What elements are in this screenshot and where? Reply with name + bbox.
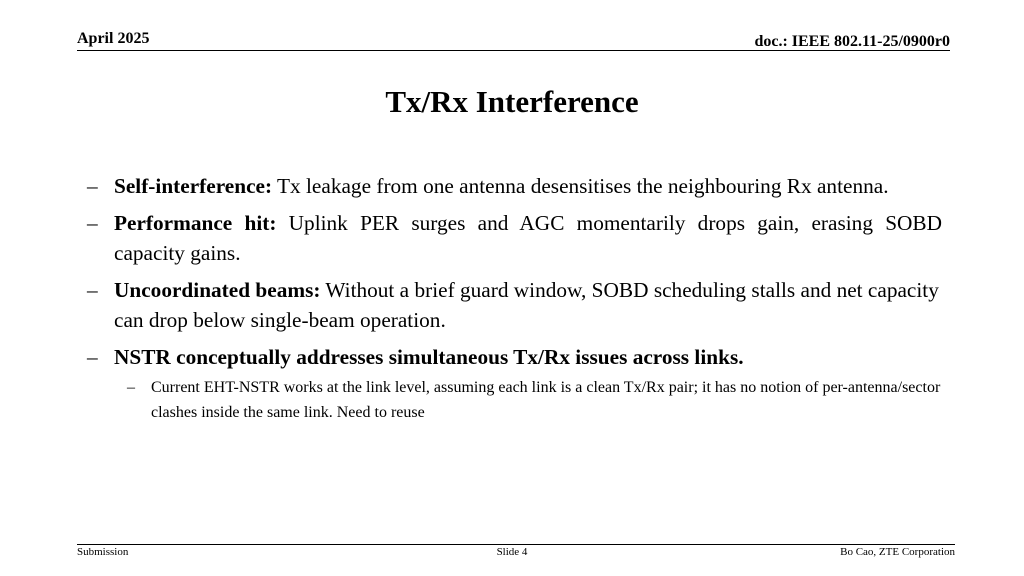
header-date: April 2025 bbox=[77, 30, 150, 47]
bullet-heading: Uncoordinated beams: bbox=[114, 278, 321, 302]
slide-title: Tx/Rx Interference bbox=[385, 84, 639, 119]
bullet-text: Without a brief guard window, SOBD scheduling stalls and net capacity can drop below single-beam operation. bbox=[114, 278, 939, 332]
bullet-dash: – bbox=[87, 174, 98, 198]
footer-author: Bo Cao, ZTE Corporation bbox=[840, 546, 955, 558]
footer-submission: Submission bbox=[77, 546, 129, 558]
bullet-heading: Self-interference: bbox=[114, 174, 273, 198]
sub-bullet-dash: – bbox=[127, 379, 135, 396]
bullet-dash: – bbox=[87, 211, 98, 235]
bullet-heading: NSTR conceptually addresses simultaneous Tx/Rx issues across links. bbox=[114, 345, 744, 369]
bullet-text: Uplink PER surges and AGC momentarily drops gain, erasing SOBD capacity gains. bbox=[114, 211, 943, 265]
slide-body bbox=[87, 171, 942, 425]
bullet-performance-hit bbox=[87, 208, 942, 268]
bullet-uncoordinated-beams bbox=[87, 275, 942, 335]
footer-divider bbox=[77, 544, 955, 545]
bullet-dash: – bbox=[87, 278, 98, 302]
bullet-dash: – bbox=[87, 345, 98, 369]
footer-slide-number: Slide 4 bbox=[496, 546, 528, 558]
bullet-self-interference bbox=[87, 171, 942, 201]
sub-bullet-text: Current EHT-NSTR works at the link level, assuming each link is a clean Tx/Rx pair; it has no notion of per-antenna/sector clashes inside the same link. Need to reuse bbox=[151, 379, 941, 421]
bullet-nstr bbox=[87, 342, 942, 372]
bullet-text: Tx leakage from one antenna desensitises the neighbouring Rx antenna. bbox=[272, 174, 889, 198]
sub-bullet-eht-nstr bbox=[87, 375, 942, 425]
header-divider bbox=[77, 50, 950, 51]
header-doc-id: doc.: IEEE 802.11-25/0900r0 bbox=[754, 33, 950, 50]
bullet-heading: Performance hit: bbox=[114, 211, 277, 235]
